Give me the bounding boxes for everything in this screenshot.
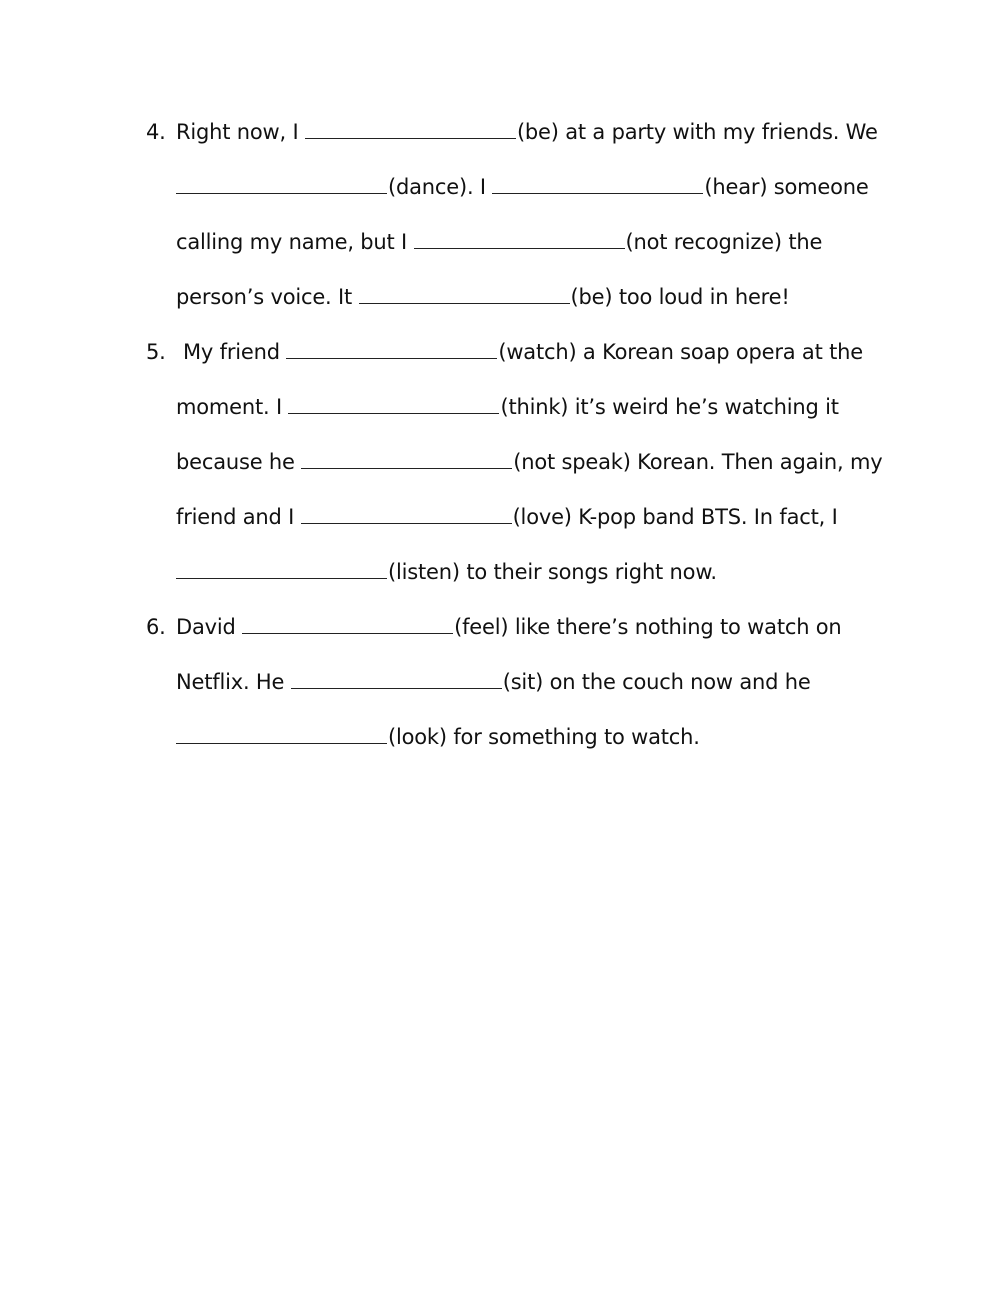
question-text (176, 722, 700, 752)
text-segment: (love) K-pop band BTS. In fact, I (512, 505, 838, 529)
text-segment: David (176, 615, 243, 639)
text-segment: (be) at a party with my friends. We (516, 120, 878, 144)
text-segment: (look) for something to watch. (388, 725, 700, 749)
text-segment: (dance). I (388, 175, 493, 199)
question-text (176, 502, 838, 532)
answer-blank[interactable] (301, 503, 512, 524)
question-text (176, 392, 839, 422)
answer-blank[interactable] (492, 173, 703, 194)
question-number: 5. (146, 340, 166, 364)
text-segment: friend and I (176, 505, 301, 529)
question-text (183, 337, 863, 367)
answer-blank[interactable] (176, 558, 387, 579)
text-segment: moment. I (176, 395, 289, 419)
answer-blank[interactable] (288, 393, 499, 414)
text-segment: (be) too loud in here! (570, 285, 790, 309)
answer-blank[interactable] (359, 283, 570, 304)
text-segment: Netflix. He (176, 670, 291, 694)
answer-blank[interactable] (176, 173, 387, 194)
answer-blank[interactable] (305, 118, 516, 139)
text-segment: Right now, I (176, 120, 305, 144)
text-segment: My friend (183, 340, 287, 364)
question-text (176, 667, 811, 697)
text-segment: (think) it’s weird he’s watching it (500, 395, 839, 419)
question-number: 4. (146, 120, 166, 144)
text-segment: (feel) like there’s nothing to watch on (454, 615, 842, 639)
question-text (176, 557, 717, 587)
answer-blank[interactable] (291, 668, 502, 689)
text-segment: (not recognize) the (625, 230, 823, 254)
text-segment: because he (176, 450, 302, 474)
text-segment: (listen) to their songs right now. (388, 560, 717, 584)
answer-blank[interactable] (176, 723, 387, 744)
question-number: 6. (146, 615, 166, 639)
text-segment: person’s voice. It (176, 285, 359, 309)
question-text (176, 612, 842, 642)
text-segment: (sit) on the couch now and he (502, 670, 811, 694)
question-text (176, 282, 790, 312)
question-text (176, 227, 822, 257)
question-text (176, 117, 878, 147)
answer-blank[interactable] (242, 613, 453, 634)
answer-blank[interactable] (414, 228, 625, 249)
answer-blank[interactable] (286, 338, 497, 359)
question-text (176, 447, 882, 477)
text-segment: (hear) someone (704, 175, 869, 199)
text-segment: calling my name, but I (176, 230, 414, 254)
text-segment: (not speak) Korean. Then again, my (513, 450, 883, 474)
answer-blank[interactable] (301, 448, 512, 469)
question-text (176, 172, 869, 202)
text-segment: (watch) a Korean soap opera at the (498, 340, 863, 364)
